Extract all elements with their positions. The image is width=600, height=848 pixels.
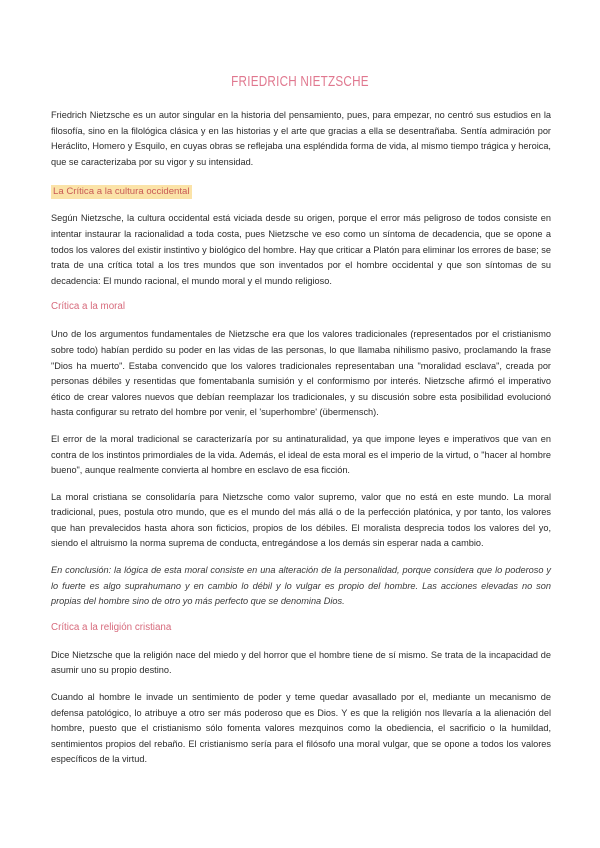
- paragraph: Según Nietzsche, la cultura occidental está viciada desde su origen, porque el error más peligroso de todos consiste en intentar instaurar la racionalidad a toda costa, pues Nietzsche ve eso como un síntoma de decadencia, que se opone a todos los valores del existir instintivo y biológico del hombre. Hay que criticar a Platón para eliminar los errores de base; se trata de una crítica total a los tres mundos que son inventados por el hombre occidental y que son síntomas de su decadencia: El mundo racional, el mundo moral y el mundo religioso.: [51, 213, 551, 286]
- document-body: [51, 108, 551, 779]
- paragraph: Cuando al hombre le invade un sentimiento de poder y teme quedar avasallado por el, mediante un mecanismo de defensa patológico, lo atribuye a otro ser más poderoso que es Dios. Y es que la religión nos llevaría a la alienación del hombre, puesto que el cristianismo sólo fomenta valores mezquinos como la obediencia, el sacrificio o la humildad, sentimientos propios del rebaño. El cristianismo sería para el filósofo una moral vulgar, que se opone a todos los valores específicos de la virtud.: [51, 692, 551, 765]
- paragraph: El error de la moral tradicional se caracterizaría por su antinaturalidad, ya que impone leyes e imperativos que van en contra de los instintos primordiales de la vida. Además, el ideal de esta moral es el imperio de la virtud, o "hacer al hombre bueno", aunque realmente convierta al hombre en esclavo de esa ficción.: [51, 433, 551, 476]
- section-heading-moral: Crítica a la moral: [51, 301, 126, 313]
- section-heading-cultura: La Crítica a la cultura occidental: [53, 186, 190, 198]
- paragraph: Uno de los argumentos fundamentales de Nietzsche era que los valores tradicionales (representados por el cristianismo sobre todo) habían perdido su poder en las vidas de las personas, lo que llamaba nihilismo pasivo, proclamando la frase "Dios ha muerto". Estaba convencido que los valores tradicionales representaban una "moralidad esclava", creada por personas débiles y resentidas que fomentabanla sumisión y el conformismo por interés. Nietzsche afirmó el imperativo ético de crear valores nuevos que debían reemplazar los tradicionales, y su discusión sobre esta posibilidad evolucionó hasta configurar su retrato del hombre por venir, el 'superhombre' (übermensch).: [51, 329, 551, 418]
- paragraph: La moral cristiana se consolidaría para Nietzsche como valor supremo, valor que no está en este mundo. La moral tradicional, pues, postula otro mundo, que es el mundo del más allá o de la perfección platónica, y por tanto, los valores que han prevalecidos hasta ahora son ficticios, propios de los débiles. El moralista desprecia todos los valores del yo, siendo el altruismo la norma suprema de conducta, entregándose a los demás sin esperar nada a cambio.: [51, 491, 551, 549]
- section-heading-religion: Crítica a la religión cristiana: [51, 621, 172, 633]
- paragraph: Dice Nietzsche que la religión nace del miedo y del horror que el hombre tiene de sí mismo. Se trata de la incapacidad de asumir uno su propio destino.: [51, 649, 551, 676]
- intro-paragraph: Friedrich Nietzsche es un autor singular en la historia del pensamiento, pues, para empezar, no centró sus estudios en la filosofía, sino en la filológica clásica y en las historias y el arte que gracias a ella se desentrañaba. Sentía admiración por Heráclito, Homero y Esquilo, en cuyas obras se reflejaba una espléndida forma de vida, al mismo tiempo trágica y heroica, que se caracterizaba por su vigor y su intensidad.: [51, 110, 551, 167]
- page-title: FRIEDRICH NIETZSCHE: [231, 73, 369, 90]
- conclusion-paragraph: En conclusión: la lógica de esta moral consiste en una alteración de la personalidad, porque considera que lo poderoso y lo fuerte es algo suprahumano y en cambio lo débil y lo vulgar es propio del hombre. Las acciones elevadas no son propias del hombre sino de otro yo más perfecto que se denomina Dios.: [51, 565, 551, 607]
- section-heading-wrap: [51, 181, 551, 197]
